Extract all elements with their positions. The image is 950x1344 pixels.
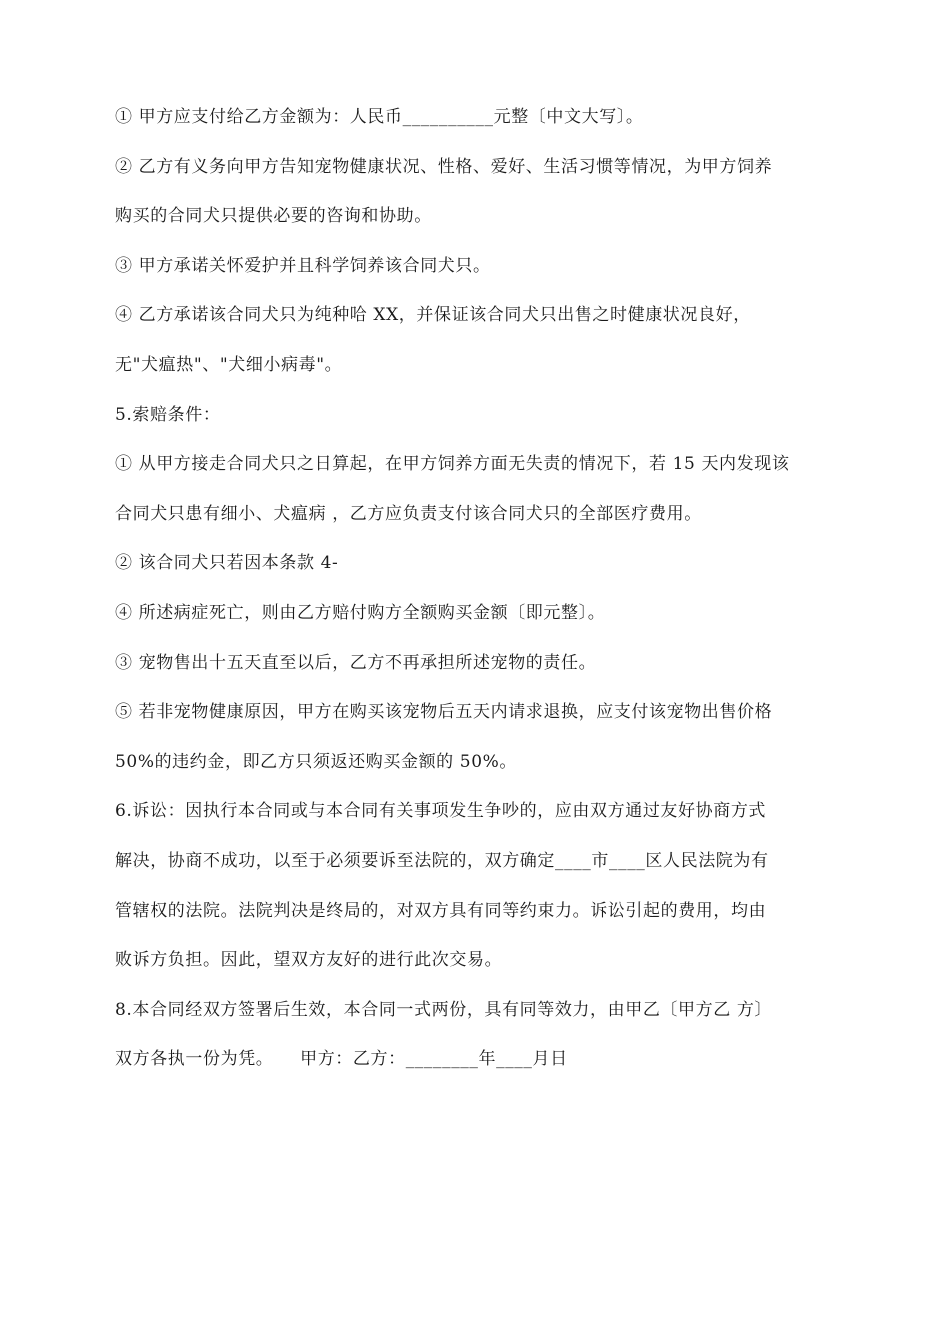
text-line: 6.诉讼：因执行本合同或与本合同有关事项发生争吵的，应由双方通过友好协商方式 xyxy=(115,801,767,822)
text-line: ③ 甲方承诺关怀爱护并且科学饲养该合同犬只。 xyxy=(115,255,491,276)
text-line: 解决，协商不成功，以至于必须要诉至法院的，双方确定____市____区人民法院为有 xyxy=(115,850,769,871)
text-line: 购买的合同犬只提供必要的咨询和协助。 xyxy=(115,206,432,227)
text-line: ② 乙方有义务向甲方告知宠物健康状况、性格、爱好、生活习惯等情况，为甲方饲养 xyxy=(115,156,773,177)
section-heading: 5.索赔条件： xyxy=(115,404,221,425)
text-line: 合同犬只患有细小、犬瘟病 ，乙方应负责支付该合同犬只的全部医疗费用。 xyxy=(115,503,702,524)
signature-line: 双方各执一份为凭。 甲方：乙方：________年____月日 xyxy=(115,1049,568,1070)
text-line: 败诉方负担。因此，望双方友好的进行此次交易。 xyxy=(115,950,503,971)
text-line: 无"犬瘟热"、"犬细小病毒"。 xyxy=(115,354,343,375)
text-line: ⑤ 若非宠物健康原因，甲方在购买该宠物后五天内请求退换，应支付该宠物出售价格 xyxy=(115,702,773,723)
contract-page xyxy=(115,93,840,1085)
text-line: ① 从甲方接走合同犬只之日算起，在甲方饲养方面无失责的情况下，若 15 天内发现该 xyxy=(115,454,790,475)
text-line: ① 甲方应支付给乙方金额为：人民币__________元整〔中文大写〕。 xyxy=(115,107,644,127)
text-line: 8.本合同经双方签署后生效，本合同一式两份，具有同等效力，由甲乙〔甲方乙 方〕 xyxy=(115,999,773,1020)
text-line: ③ 宠物售出十五天直至以后，乙方不再承担所述宠物的责任。 xyxy=(115,652,597,673)
text-line: 管辖权的法院。法院判决是终局的，对双方具有同等约束力。诉讼引起的费用，均由 xyxy=(115,900,767,921)
text-line: ④ 所述病症死亡，则由乙方赔付购方全额购买金额〔即元整〕。 xyxy=(115,602,606,623)
text-line: 50%的违约金，即乙方只须返还购买金额的 50%。 xyxy=(115,751,517,772)
text-line: ④ 乙方承诺该合同犬只为纯种哈 XX，并保证该合同犬只出售之时健康状况良好， xyxy=(115,305,751,326)
text-line: ② 该合同犬只若因本条款 4- xyxy=(115,553,339,574)
